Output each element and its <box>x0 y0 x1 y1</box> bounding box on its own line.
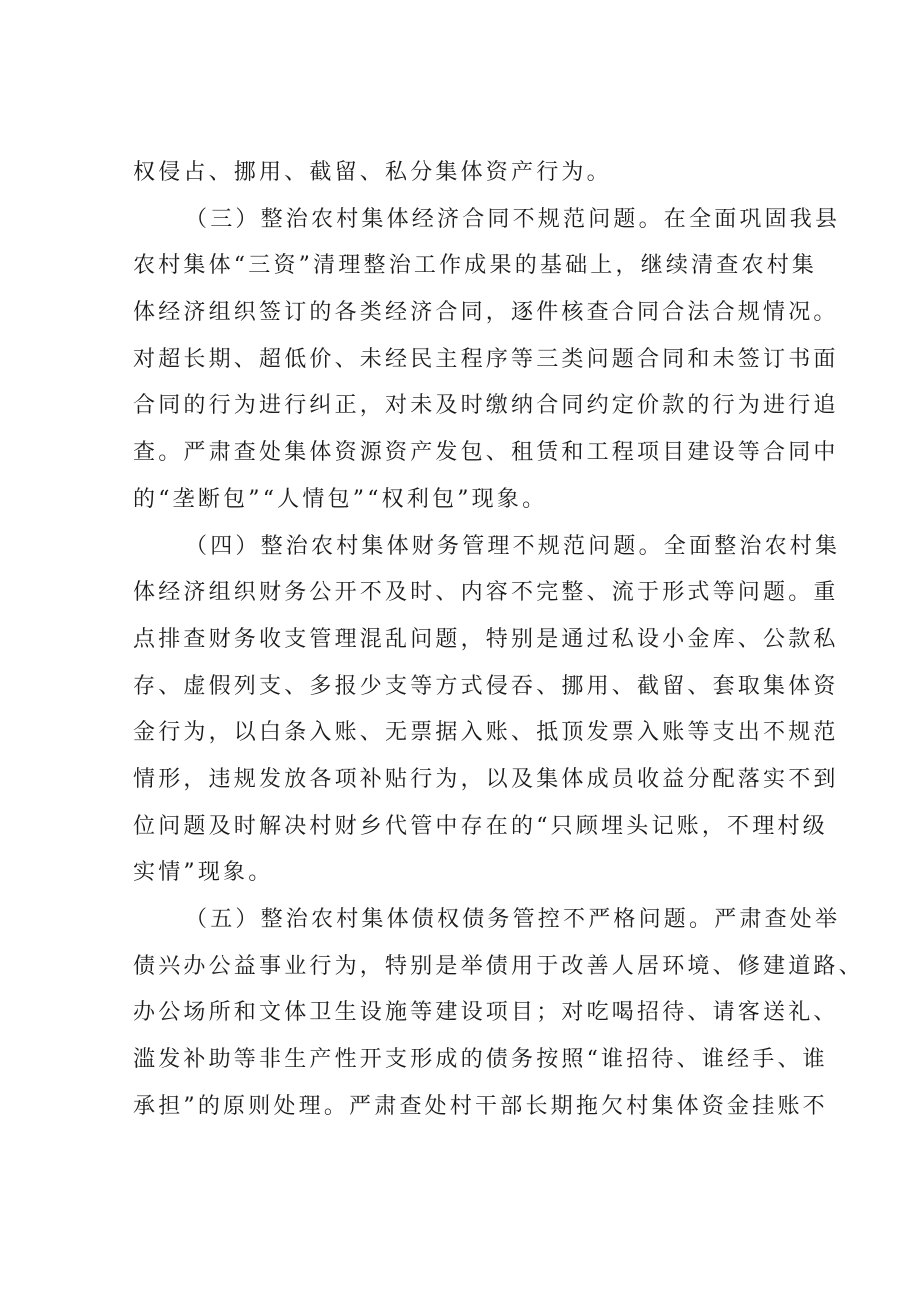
paragraph-5-heading-line: （五）整治农村集体债权债务管控不严格问题。严肃查处举 <box>185 907 841 932</box>
text-line: 办公场所和文体卫生设施等建设项目；对吃喝招待、请客送礼、 <box>133 1000 839 1026</box>
text-line: 体经济组织财务公开不及时、内容不完整、流于形式等问题。重 <box>133 580 839 606</box>
text-line: 滥发补助等非生产性开支形成的债务按照“谁招待、谁经手、谁 <box>133 1047 828 1073</box>
text-line: 点排查财务收支管理混乱问题，特别是通过私设小金库、公款私 <box>133 626 839 652</box>
text-line: 的“垄断包”“人情包”“权利包”现象。 <box>133 486 548 512</box>
text-line: 农村集体“三资”清理整治工作成果的基础上，继续清查农村集 <box>133 253 818 279</box>
paragraph-3-heading-line: （三）整治农村集体经济合同不规范问题。在全面巩固我县 <box>185 206 841 232</box>
text-line: 存、虚假列支、多报少支等方式侵吞、挪用、截留、套取集体资 <box>133 673 839 699</box>
text-line: 情形，违规发放各项补贴行为，以及集体成员收益分配落实不到 <box>133 766 839 792</box>
text-line: 位问题及时解决村财乡代管中存在的“只顾埋头记账，不理村级 <box>133 813 828 839</box>
text-line: 债兴办公益事业行为，特别是举债用于改善人居环境、修建道路、 <box>133 953 864 979</box>
body-text <box>133 150 864 1130</box>
text-line: 对超长期、超低价、未经民主程序等三类问题合同和未签订书面 <box>133 346 839 372</box>
text-line: 查。严肃查处集体资源资产发包、租赁和工程项目建设等合同中 <box>133 440 839 466</box>
text-line: 体经济组织签订的各类经济合同，逐件核查合同合法合规情况。 <box>133 300 839 326</box>
text-line: 金行为，以白条入账、无票据入账、抵顶发票入账等支出不规范 <box>133 720 839 746</box>
text-line: 合同的行为进行纠正，对未及时缴纳合同约定价款的行为进行追 <box>133 393 839 419</box>
text-line: 承担”的原则处理。严肃查处村干部长期拖欠村集体资金挂账不 <box>133 1093 828 1119</box>
text-line: 权侵占、挪用、截留、私分集体资产行为。 <box>133 160 612 185</box>
text-line: 实情”现象。 <box>133 860 274 886</box>
paragraph-4-heading-line: （四）整治农村集体财务管理不规范问题。全面整治农村集 <box>185 533 841 559</box>
